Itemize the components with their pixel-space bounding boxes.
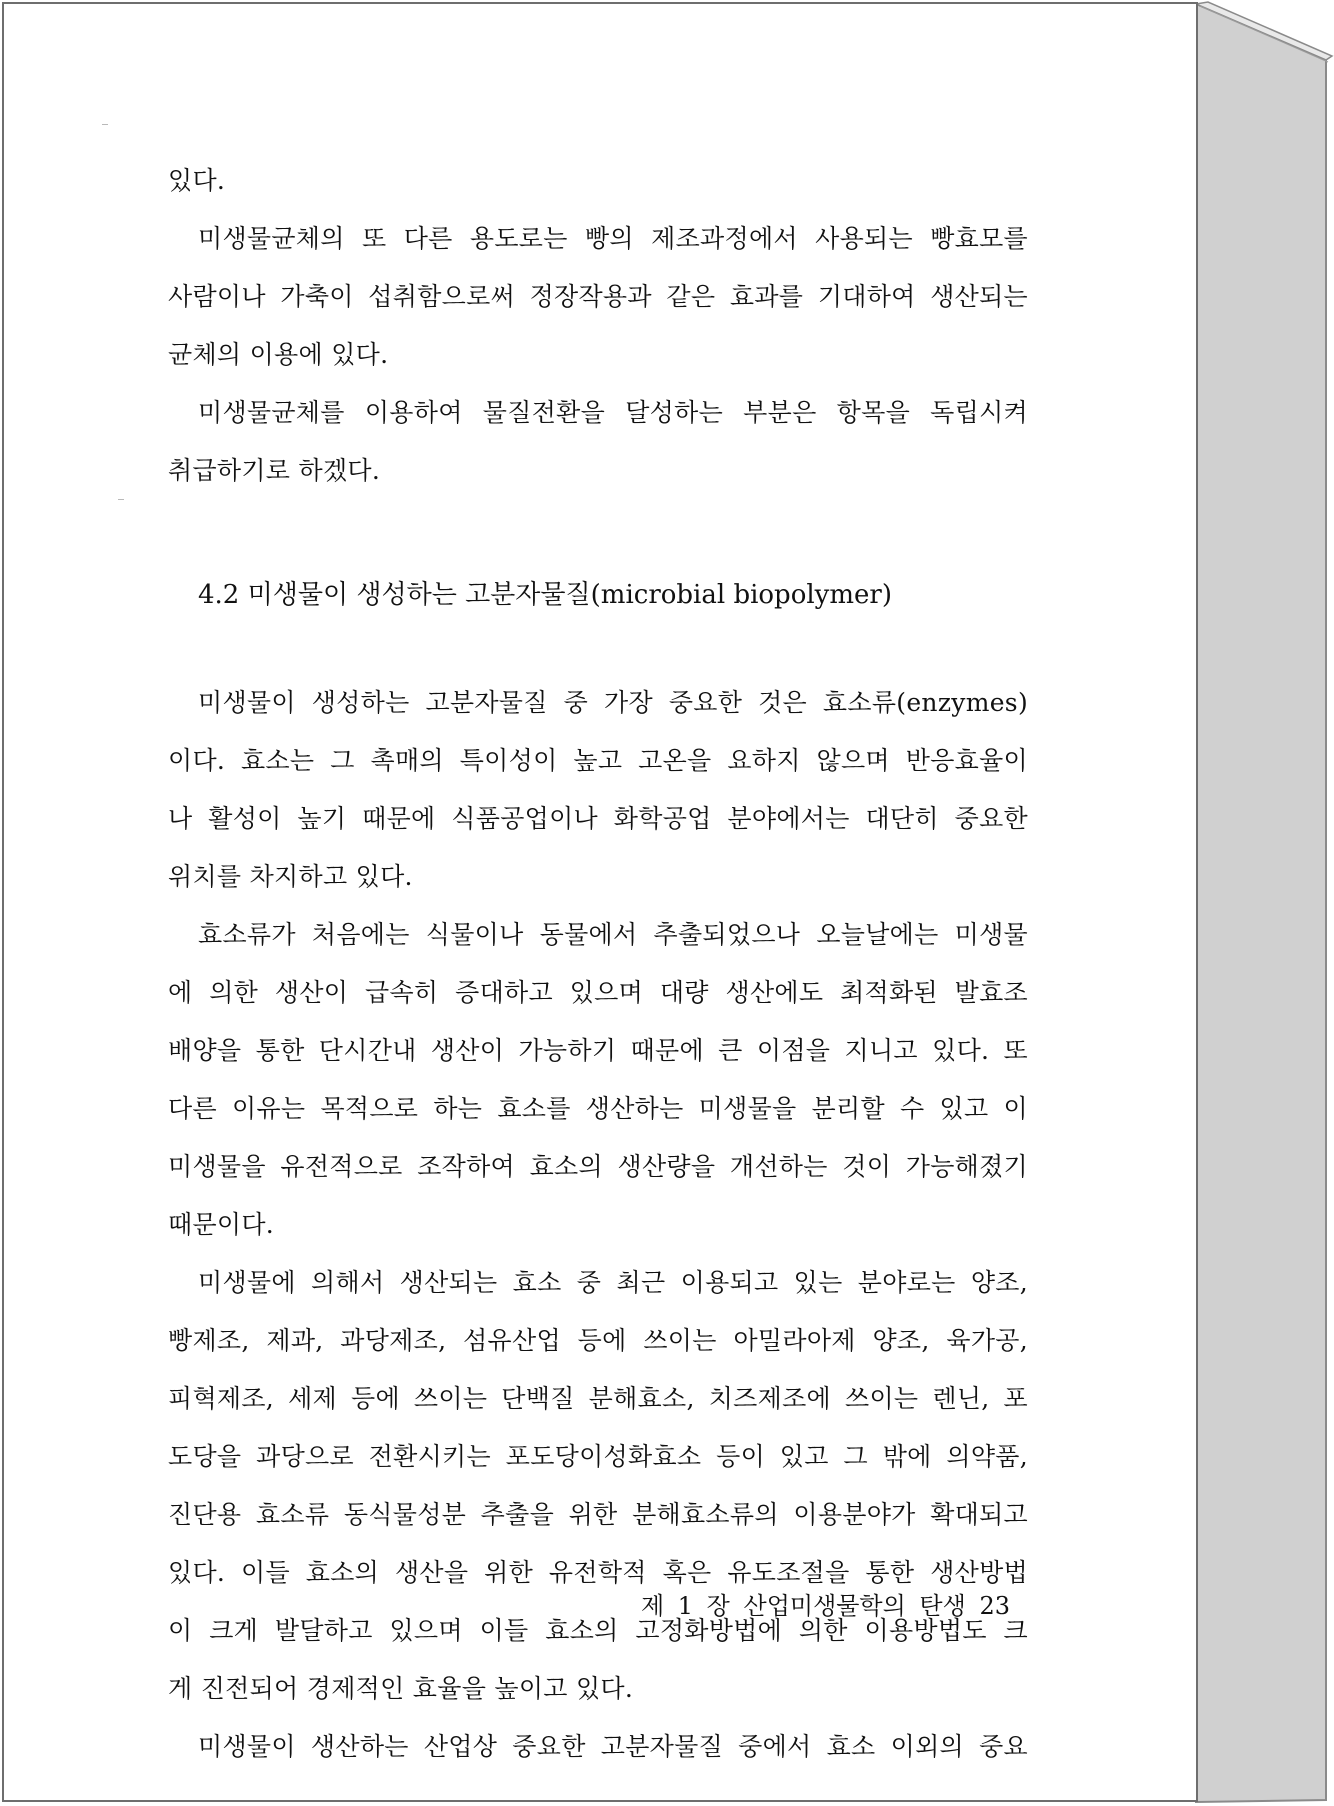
text-line: 에 의한 생산이 급속히 증대하고 있으며 대량 생산에도 최적화된 발효조 bbox=[168, 978, 1028, 1007]
top-paragraphs bbox=[168, 152, 1028, 500]
paragraph bbox=[168, 210, 1028, 384]
page-footer bbox=[640, 1586, 1010, 1621]
text-line: 미생물이 생산하는 산업상 중요한 고분자물질 중에서 효소 이외의 중요 bbox=[198, 1732, 1028, 1761]
page-number: 23 bbox=[979, 1592, 1010, 1620]
text-line: 효소류가 처음에는 식물이나 동물에서 추출되었으나 오늘날에는 미생물 bbox=[198, 920, 1028, 949]
text-line: 취급하기로 하겠다. bbox=[168, 456, 381, 485]
text-line: 미생물을 유전적으로 조작하여 효소의 생산량을 개선하는 것이 가능해졌기 bbox=[168, 1152, 1028, 1181]
paragraph bbox=[168, 1718, 1028, 1776]
section-heading: 4.2 미생물이 생성하는 고분자물질(microbial biopolymer) bbox=[198, 580, 892, 610]
margin-mark bbox=[102, 124, 108, 125]
text-line: 도당을 과당으로 전환시키는 포도당이성화효소 등이 있고 그 밖에 의약품, bbox=[168, 1442, 1028, 1471]
margin-mark bbox=[118, 499, 124, 500]
paragraph bbox=[168, 384, 1028, 500]
text-line: 사람이나 가축이 섭취함으로써 정장작용과 같은 효과를 기대하여 생산되는 bbox=[168, 282, 1028, 311]
text-line: 나 활성이 높기 때문에 식품공업이나 화학공업 분야에서는 대단히 중요한 bbox=[168, 804, 1028, 833]
text-line: 다른 이유는 목적으로 하는 효소를 생산하는 미생물을 분리할 수 있고 이 bbox=[168, 1094, 1028, 1123]
text-line: 이 크게 발달하고 있으며 이들 효소의 고정화방법에 의한 이용방법도 크 bbox=[168, 1616, 1028, 1645]
text-line: 미생물균체를 이용하여 물질전환을 달성하는 부분은 항목을 독립시켜 bbox=[198, 398, 1028, 427]
text-line: 피혁제조, 세제 등에 쓰이는 단백질 분해효소, 치즈제조에 쓰이는 렌닌, 포 bbox=[168, 1384, 1028, 1413]
text-line: 미생물에 의해서 생산되는 효소 중 최근 이용되고 있는 분야로는 양조, bbox=[198, 1268, 1028, 1297]
text-line: 위치를 차지하고 있다. bbox=[168, 862, 413, 891]
chapter-title: 산업미생물학의 탄생 bbox=[743, 1592, 966, 1620]
text-line: 빵제조, 제과, 과당제조, 섬유산업 등에 쓰이는 아밀라아제 양조, 육가공, bbox=[168, 1326, 1028, 1355]
paragraph bbox=[168, 1254, 1028, 1718]
text-line: 게 진전되어 경제적인 효율을 높이고 있다. bbox=[168, 1674, 634, 1703]
text-line: 균체의 이용에 있다. bbox=[168, 340, 389, 369]
text-line: 배양을 통한 단시간내 생산이 가능하기 때문에 큰 이점을 지니고 있다. 또 bbox=[168, 1036, 1028, 1065]
text-line: 때문이다. bbox=[168, 1210, 275, 1239]
paragraph bbox=[168, 152, 1028, 210]
paragraph bbox=[168, 906, 1028, 1254]
text-line: 이다. 효소는 그 촉매의 특이성이 높고 고온을 요하지 않으며 반응효율이 bbox=[168, 746, 1028, 775]
paragraph bbox=[168, 674, 1028, 906]
chapter-label: 제 1 장 bbox=[640, 1592, 730, 1620]
text-line: 있다. 이들 효소의 생산을 위한 유전학적 혹은 유도조절을 통한 생산방법 bbox=[168, 1558, 1028, 1587]
text-line: 진단용 효소류 동식물성분 추출을 위한 분해효소류의 이용분야가 확대되고 bbox=[168, 1500, 1028, 1529]
page-content bbox=[168, 152, 1028, 1776]
text-line: 미생물균체의 또 다른 용도로는 빵의 제조과정에서 사용되는 빵효모를 bbox=[198, 224, 1028, 253]
text-line: 미생물이 생성하는 고분자물질 중 가장 중요한 것은 효소류(enzymes) bbox=[198, 688, 1028, 717]
text-line: 있다. bbox=[168, 166, 226, 195]
